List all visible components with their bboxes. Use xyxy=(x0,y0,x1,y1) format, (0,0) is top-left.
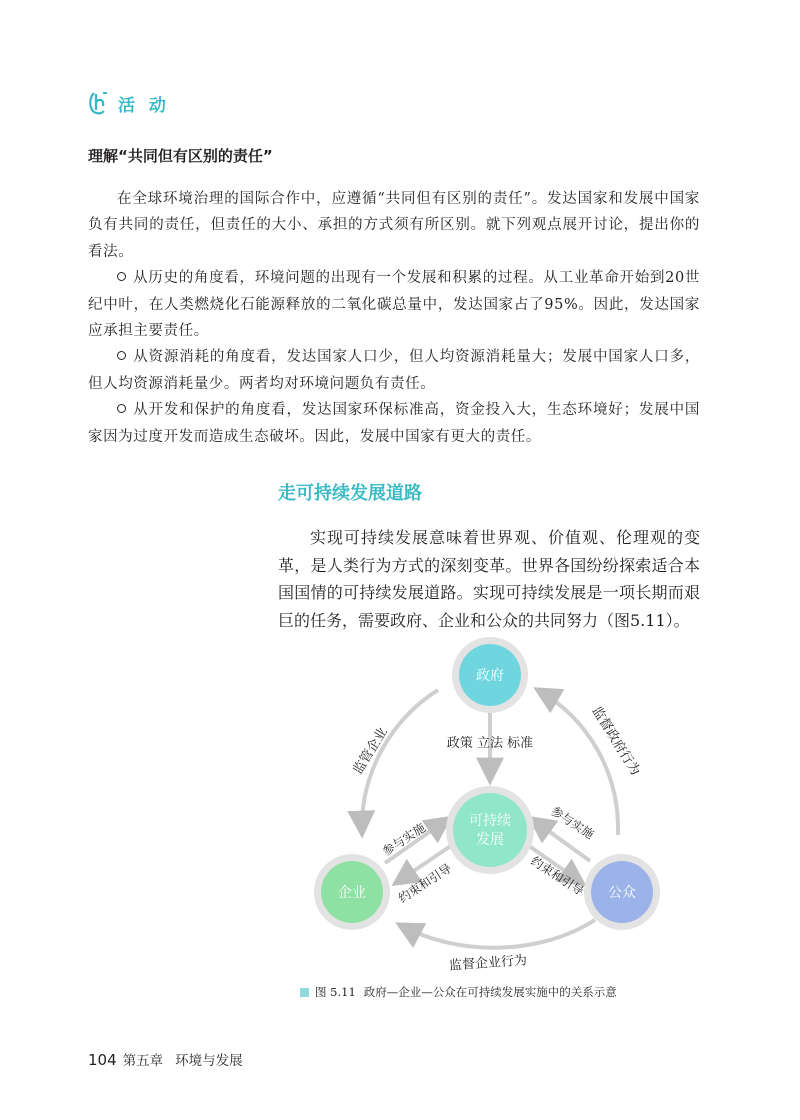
label-participate-right: 参与实施 xyxy=(548,803,597,842)
activity-label: 活 动 xyxy=(118,95,170,116)
page-number: 104 xyxy=(88,1051,117,1069)
chapter-label: 第五章 xyxy=(122,1053,164,1069)
activity-header xyxy=(88,90,170,116)
label-constrain-left: 约束和引导 xyxy=(396,861,454,906)
activity-intro: 在全球环境治理的国际合作中，应遵循“共同但有区别的责任”。发达国家和发展中国家负有共同的责任，但责任的大小、承担的方式须有所区别。就下列观点展开讨论，提出你的看法。 xyxy=(88,191,700,260)
caption-marker-icon xyxy=(300,988,309,997)
activity-point: 从开发和保护的角度看，发达国家环保标准高，资金投入大，生态环境好；发展中国家因为过度开发而造成生态破坏。因此，发展中国家有更大的责任。 xyxy=(88,402,700,445)
label-participate-left: 参与实施 xyxy=(380,820,428,859)
node-government xyxy=(452,637,528,713)
label-supervise-enterprise: 监管企业 xyxy=(350,725,391,778)
bullet-icon xyxy=(117,351,126,360)
figure-caption xyxy=(300,984,617,1000)
page-footer xyxy=(88,1049,243,1069)
arc-supervise-enterprise xyxy=(362,690,438,833)
label-policy: 政策 立法 标准 xyxy=(446,736,534,751)
bullet-icon xyxy=(117,404,126,413)
chapter-title: 环境与发展 xyxy=(175,1053,243,1069)
svg-text:政府: 政府 xyxy=(476,668,504,684)
activity-logo-icon xyxy=(88,90,110,116)
label-constrain-right: 约束和引导 xyxy=(528,853,587,899)
svg-text:可持续: 可持续 xyxy=(469,813,511,829)
activity-body xyxy=(88,186,700,450)
section-title: 走可持续发展道路 xyxy=(278,483,422,504)
svg-text:公众: 公众 xyxy=(608,885,636,901)
arc-supervise-enterprise-behavior xyxy=(400,920,595,948)
activity-title: 理解“共同但有区别的责任” xyxy=(88,147,273,165)
activity-point: 从历史的角度看，环境问题的出现有一个发展和积累的过程。从工业革命开始到20世纪中叶，在人类燃烧化石能源释放的二氧化碳总量中，发达国家占了95%。因此，发达国家应承担主要责任。 xyxy=(88,270,700,340)
node-public xyxy=(584,854,660,930)
section-paragraph: 实现可持续发展意味着世界观、价值观、伦理观的变革，是人类行为方式的深刻变革。世界各国纷纷探索适合本国国情的可持续发展道路。实现可持续发展是一项长期而艰巨的任务，需要政府、企业和公众的共同努力（图5.11）。 xyxy=(278,528,700,630)
relationship-diagram xyxy=(300,635,660,980)
section-body xyxy=(278,524,700,634)
node-center xyxy=(446,786,534,874)
caption-label: 图 5.11 xyxy=(315,985,356,999)
svg-text:企业: 企业 xyxy=(338,885,366,901)
caption-text: 政府—企业—公众在可持续发展实施中的关系示意 xyxy=(363,985,617,999)
activity-point: 从资源消耗的角度看，发达国家人口少，但人均资源消耗量大；发展中国家人口多，但人均资源消耗量少。两者均对环境问题负有责任。 xyxy=(88,349,700,392)
svg-text:发展: 发展 xyxy=(476,832,504,848)
bullet-icon xyxy=(117,272,126,281)
node-enterprise xyxy=(314,854,390,930)
label-supervise-government: 监督政府行为 xyxy=(588,704,643,779)
label-supervise-enterprise-behavior: 监督企业行为 xyxy=(448,953,528,974)
